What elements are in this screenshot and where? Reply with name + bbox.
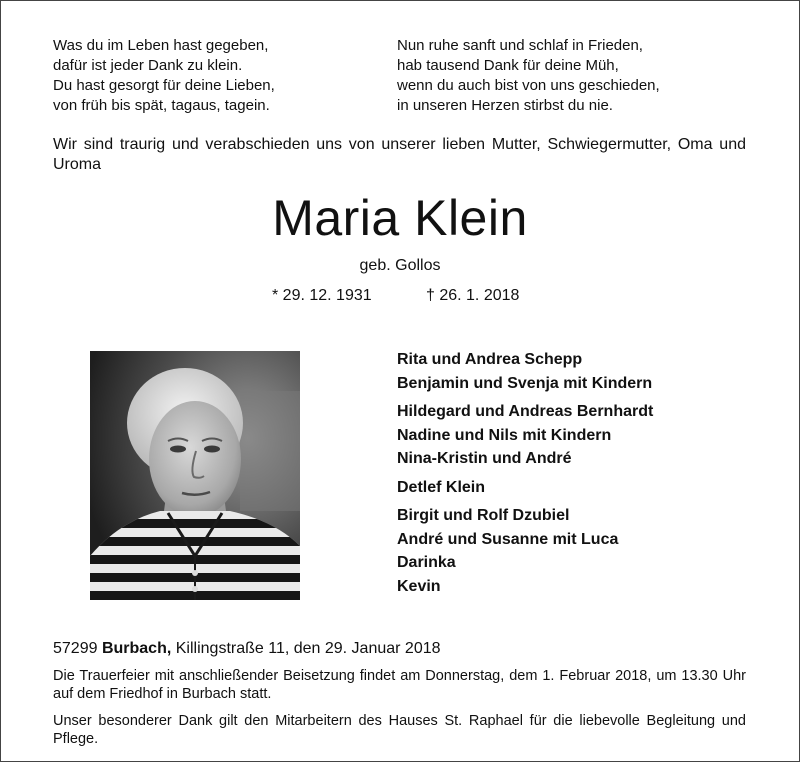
place-date-line	[53, 639, 441, 659]
mourner-group	[397, 400, 653, 471]
maiden-name: geb. Gollos	[359, 257, 441, 274]
thanks-notice: Unser besonderer Dank gilt den Mitarbeitern des Hauses St. Raphael für die liebevolle Begleitung und Pflege.	[53, 713, 746, 747]
death-date: † 26. 1. 2018	[426, 287, 520, 304]
funeral-notice: Die Trauerfeier mit anschließender Beisetzung findet am Donnerstag, dem 1. Februar 2018, um 13.30 Uhr auf dem Friedhof in Burbach statt.	[53, 668, 746, 702]
poem-line: Du hast gesorgt für deine Lieben,	[53, 77, 275, 94]
poem-line: hab tausend Dank für deine Müh,	[397, 57, 619, 74]
poem-line: Nun ruhe sanft und schlaf in Frieden,	[397, 37, 643, 54]
poem-line: dafür ist jeder Dank zu klein.	[53, 57, 243, 74]
portrait-photo	[90, 351, 300, 600]
poem-line: wenn du auch bist von uns geschieden,	[397, 77, 660, 94]
mourner-group	[397, 504, 653, 598]
town: Burbach,	[101, 640, 172, 657]
mourner-name: Hildegard und Andreas Bernhardt	[397, 403, 654, 420]
mourner-name: Nadine und Nils mit Kindern	[397, 426, 612, 444]
poem-line: in unseren Herzen stirbst du nie.	[397, 97, 613, 114]
address-date: Killingstraße 11, den 29. Januar 2018	[175, 640, 441, 657]
mourners-list	[397, 348, 653, 603]
mourner-name: André und Susanne mit Luca	[397, 530, 619, 548]
poem-left	[53, 36, 275, 116]
zip-code: 57299	[53, 640, 98, 657]
poem-right	[397, 36, 660, 116]
mourner-name: Benjamin und Svenja mit Kindern	[397, 374, 653, 392]
birth-date: * 29. 12. 1931	[272, 287, 372, 304]
deceased-name: Maria Klein	[272, 190, 528, 246]
mourner-group	[397, 348, 653, 395]
mourner-name: Kevin	[397, 577, 441, 595]
poem-line: Was du im Leben hast gegeben,	[53, 37, 269, 54]
intro-text: Wir sind traurig und verabschieden uns von unserer lieben Mutter, Schwiegermutter, Oma und Uroma	[53, 136, 746, 173]
mourner-name: Detlef Klein	[397, 478, 486, 496]
poem-line: von früh bis spät, tagaus, tagein.	[53, 97, 270, 114]
portrait-image	[90, 351, 300, 600]
mourner-group	[397, 476, 653, 500]
mourner-name: Nina-Kristin und André	[397, 450, 572, 467]
mourner-name: Rita und Andrea Schepp	[397, 351, 583, 368]
mourner-name: Darinka	[397, 554, 456, 571]
mourner-name: Birgit und Rolf Dzubiel	[397, 507, 570, 524]
